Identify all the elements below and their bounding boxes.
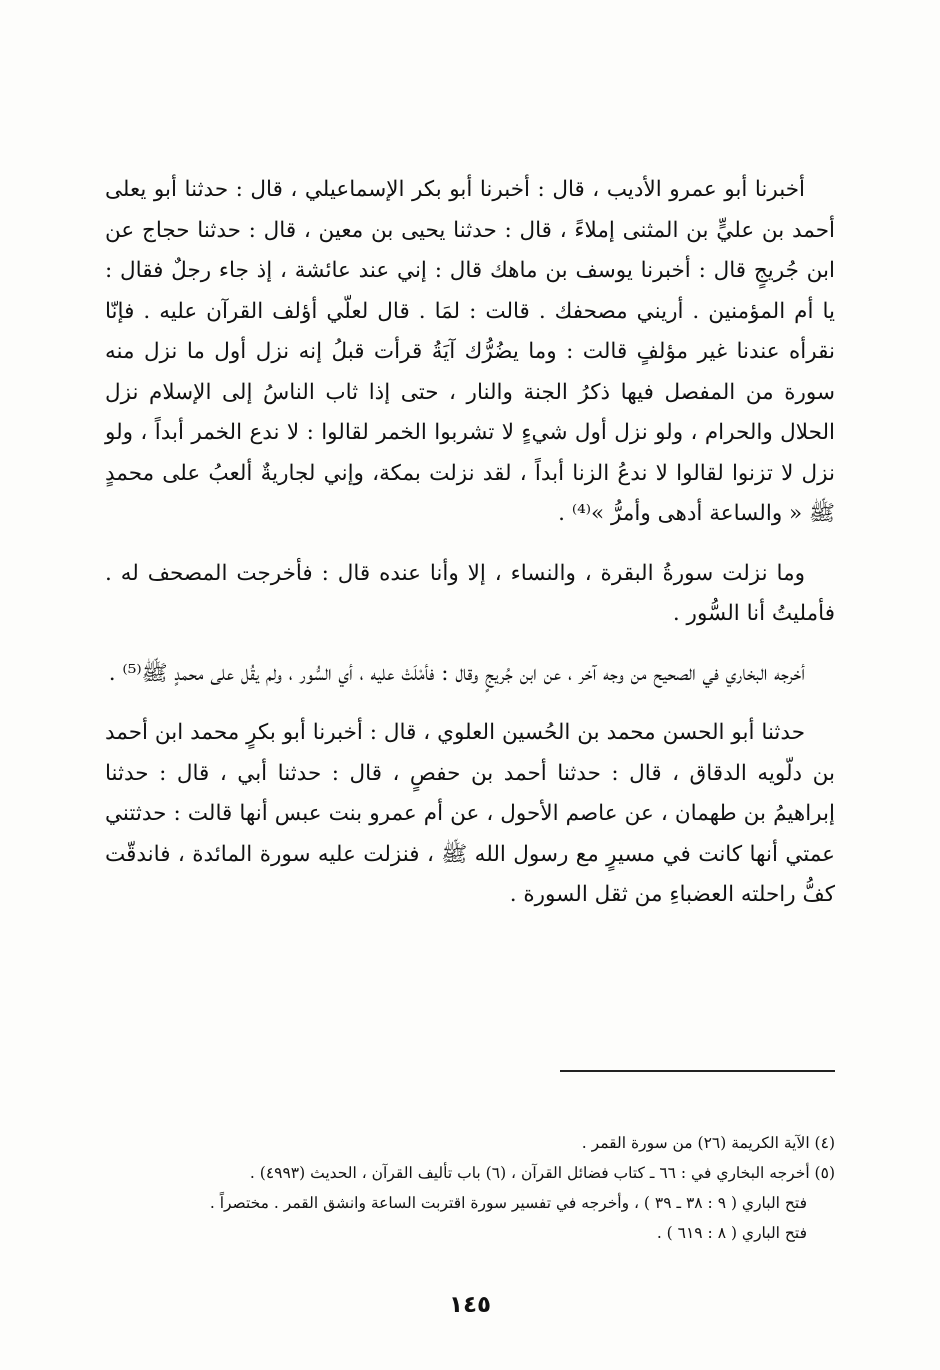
takhrij-paragraph: أخرجه البخاري في الصحيح من وجه آخر ، عن ابن جُريجٍ وقال : فأمْلَتْ عليه ، أي السُّور ، ولم يقُل على محمدٍ ﷺ⁽⁵⁾ . bbox=[108, 660, 805, 686]
paragraph-gap bbox=[105, 694, 835, 713]
page-number: ١٤٥ bbox=[448, 1292, 492, 1318]
paragraph-gap bbox=[105, 635, 835, 654]
footnote-5: (٥) أخرجه البخاري في : ٦٦ ـ كتاب فضائل القرآن ، (٦) باب تأليف القرآن ، الحديث (٤٩٩٣) . bbox=[249, 1164, 835, 1182]
footnote-separator bbox=[560, 1070, 835, 1072]
hadith-paragraph-3: حدثنا أبو الحسن محمد بن الحُسين العلوي ، قال : أخبرنا أبو بكرٍ محمد ابن أحمد بن دلّويه الدقاق ، قال : حدثنا أحمد بن حفصٍ ، قال : حدثنا أبي ، قال : حدثنا إبراهيمُ بن طهمان ، عن عاصم الأحول ، عن أم عمرو بنت عبس أنها قالت : حدثتني عمتي أنها كانت في مسيرٍ مع رسول الله ﷺ ، فنزلت عليه سورة المائدة ، فاندقّت كفُّ راحلته العضباءِ من ثقل السورة . bbox=[105, 720, 835, 907]
main-text bbox=[105, 170, 835, 916]
footnote-4: (٤) الآية الكريمة (٢٦) من سورة القمر . bbox=[581, 1134, 835, 1152]
hadith-paragraph-2: وما نزلت سورةُ البقرة ، والنساء ، إلا وأنا عنده قال : فأخرجت المصحف له . فأمليتُ أنا السُّور . bbox=[105, 560, 835, 626]
footnotes bbox=[105, 1128, 835, 1248]
paragraph-gap bbox=[105, 535, 835, 554]
footnote-5-continuation: فتح الباري ( ٨ : ٦١٩ ) . bbox=[656, 1224, 807, 1242]
footnote-5-continuation: فتح الباري ( ٩ : ٣٨ ـ ٣٩ ) ، وأخرجه في تفسير سورة اقتربت الساعة وانشق القمر . مختصراً . bbox=[209, 1194, 807, 1212]
hadith-paragraph-1: أخبرنا أبو عمرو الأديب ، قال : أخبرنا أبو بكر الإسماعيلي ، قال : حدثنا أبو يعلى أحمد بن عليٍّ بن المثنى إملاءً ، قال : حدثنا يحيى بن معين ، قال : حدثنا حجاج عن ابن جُريجٍ قال : أخبرنا يوسف بن ماهك قال : إني عند عائشة ، إذ جاء رجلٌ فقال : يا أم المؤمنين . أريني مصحفك . قالت : لمَا . قال لعلّي أؤلف القرآن عليه . فإنّا نقرأه عندنا غير مؤلفٍ قالت : وما يضُرُّك آيَةُ قرأت قبلُ إنه نزل أول ما نزل منه سورة من المفصل فيها ذكرُ الجنة والنار ، حتى إذا ثاب الناسُ إلى الإسلام نزل الحلال والحرام ، ولو نزل أول شيءٍ لا تشربوا الخمر لقالوا : لا ندع الخمر أبداً ، ولو نزل لا تزنوا لقالوا لا ندعُ الزنا أبداً ، لقد نزلت بمكة، وإني لجاريةٌ ألعبُ على محمدٍ ﷺ « والساعة أدهى وأمرُّ »⁽⁴⁾ . bbox=[105, 177, 835, 526]
